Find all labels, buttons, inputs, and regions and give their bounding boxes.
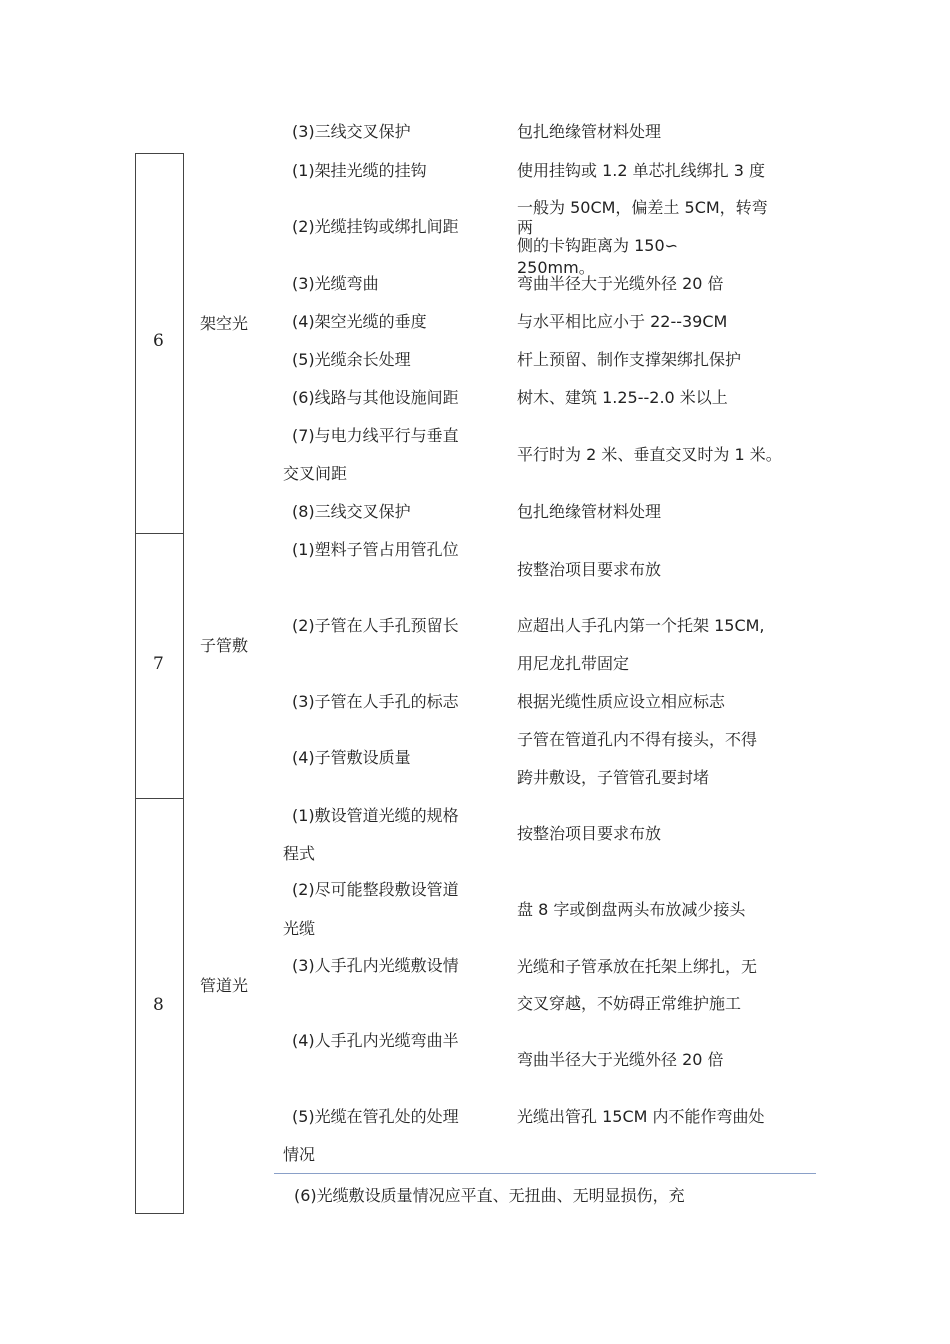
section-number: 7	[153, 654, 164, 674]
section-number: 8	[153, 995, 164, 1015]
item-text: (2)子管在人手孔预留长	[292, 616, 459, 635]
item-text: (1)敷设管道光缆的规格	[292, 806, 459, 825]
standard-text: 按整治项目要求布放	[517, 824, 662, 843]
section-number: 6	[153, 331, 164, 351]
item-text: (3)子管在人手孔的标志	[292, 692, 459, 711]
item-text: (7)与电力线平行与垂直	[292, 426, 459, 445]
standard-text: 杆上预留、制作支撑架绑扎保护	[517, 350, 742, 369]
item-text: (6)线路与其他设施间距	[292, 388, 459, 407]
item-text: (8)三线交叉保护	[292, 502, 411, 521]
standard-text: 一般为 50CM，偏差土 5CM，转弯	[517, 198, 768, 217]
standard-text: 按整治项目要求布放	[517, 560, 662, 579]
standard-text: 使用挂钩或 1.2 单芯扎线绑扎 3 度	[517, 161, 765, 180]
item-text: (4)架空光缆的垂度	[292, 312, 427, 331]
item-text: 情况	[283, 1145, 316, 1164]
standard-text: 弯曲半径大于光缆外径 20 倍	[517, 1050, 724, 1069]
item-text: 程式	[283, 844, 316, 863]
standard-text: 交叉穿越，不妨碍正常维护施工	[517, 994, 742, 1013]
standard-text: 光缆出管孔 15CM 内不能作弯曲处	[517, 1107, 765, 1126]
standard-text: 应超出人手孔内第一个托架 15CM,	[517, 616, 765, 635]
standard-text: 盘 8 字或倒盘两头布放减少接头	[517, 900, 746, 919]
standard-text: 子管在管道孔内不得有接头，不得	[517, 730, 758, 749]
bottom-note: (6)光缆敷设质量情况应平直、无扭曲、无明显损伤，充	[294, 1186, 685, 1205]
item-text: (4)人手孔内光缆弯曲半	[292, 1031, 459, 1050]
item-text: (2)尽可能整段敷设管道	[292, 880, 459, 899]
standard-text: 根据光缆性质应设立相应标志	[517, 692, 726, 711]
item-text: (1)塑料子管占用管孔位	[292, 540, 459, 559]
row-divider	[274, 1173, 816, 1174]
standard-text: 跨井敷设，子管管孔要封堵	[517, 768, 710, 787]
standard-text: 包扎绝缘管材料处理	[517, 122, 662, 141]
item-text: (3)光缆弯曲	[292, 274, 379, 293]
standard-text: 平行时为 2 米、垂直交叉时为 1 米。	[517, 445, 782, 464]
standard-text: 光缆和子管承放在托架上绑扎，无	[517, 957, 758, 976]
standard-text: 两	[517, 218, 534, 237]
item-text: 交叉间距	[283, 464, 348, 483]
item-text: (2)光缆挂钩或绑扎间距	[292, 217, 459, 236]
standard-text: 树木、建筑 1.25--2.0 米以上	[517, 388, 728, 407]
item-text: (4)子管敷设质量	[292, 748, 411, 767]
standard-text: 用尼龙扎带固定	[517, 654, 630, 673]
item-text: 光缆	[283, 919, 316, 938]
item-text: (1)架挂光缆的挂钩	[292, 161, 427, 180]
item-text: (5)光缆在管孔处的处理	[292, 1107, 459, 1126]
section-name: 架空光	[200, 314, 249, 333]
item-text: (3)三线交叉保护	[292, 122, 411, 141]
section-name: 子管敷	[200, 636, 249, 655]
standard-text: 弯曲半径大于光缆外径 20 倍	[517, 274, 724, 293]
section-name: 管道光	[200, 976, 249, 995]
item-text: (5)光缆余长处理	[292, 350, 411, 369]
standard-text: 与水平相比应小于 22--39CM	[517, 312, 728, 331]
item-text: (3)人手孔内光缆敷设情	[292, 956, 459, 975]
standard-text: 包扎绝缘管材料处理	[517, 502, 662, 521]
standard-text: 侧的卡钩距离为 150∽	[517, 236, 679, 255]
standard-text: 250mm。	[517, 258, 595, 277]
